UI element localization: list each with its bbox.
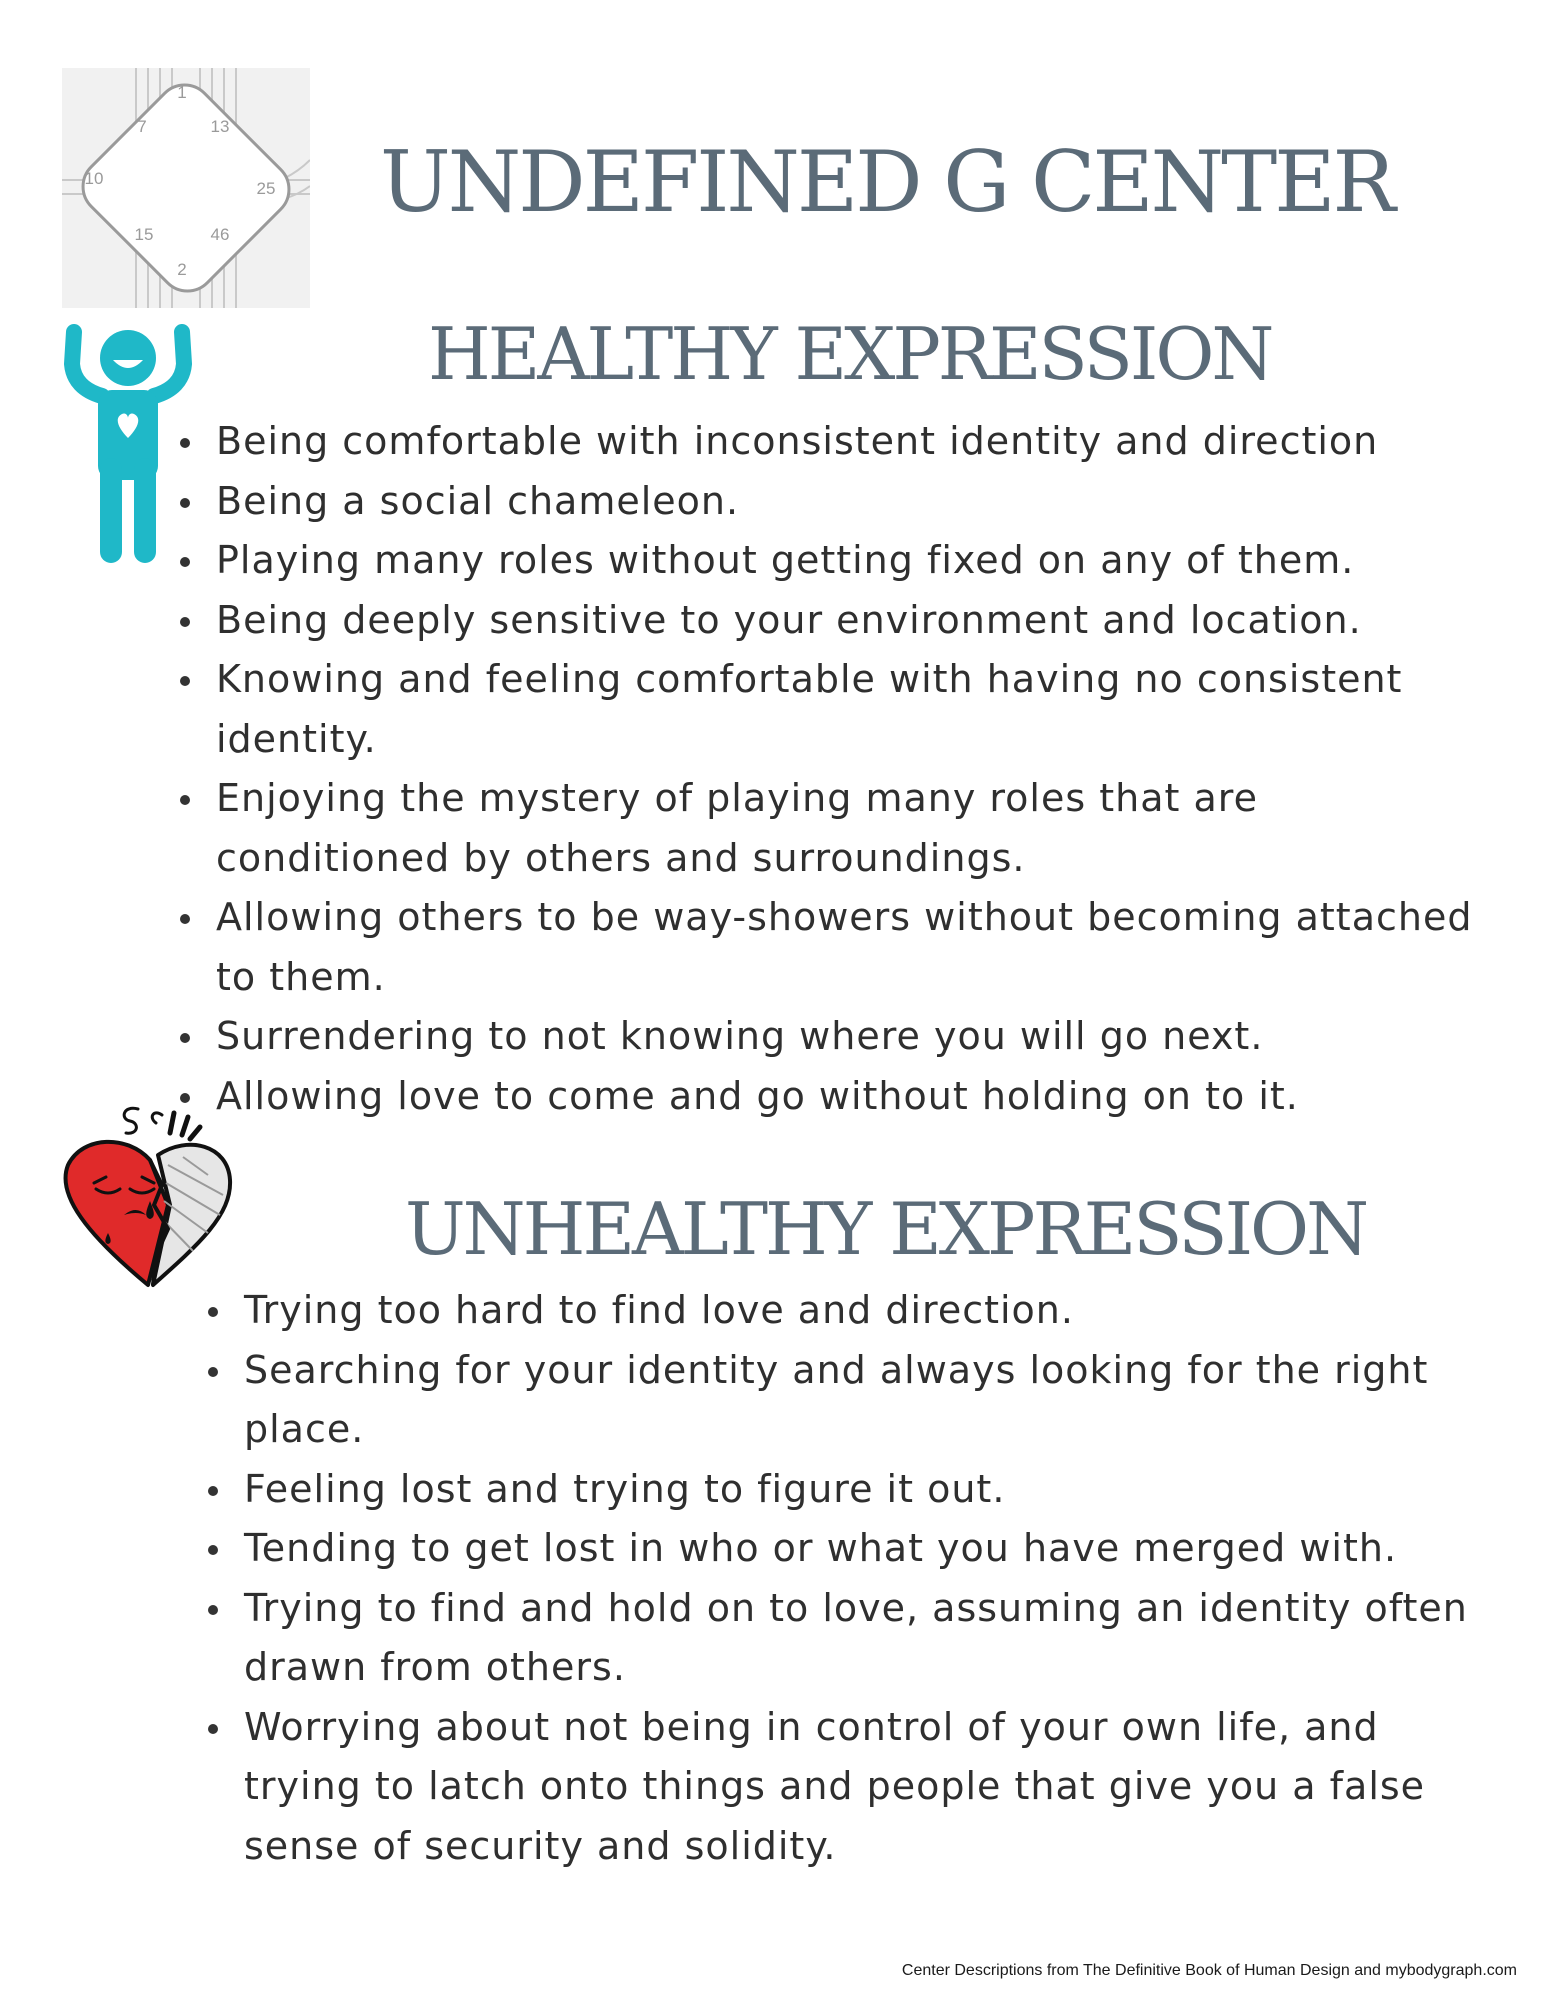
gate-number: 10 [84,169,104,188]
page-title: UNDEFINED G CENTER [380,133,1393,231]
list-item: Playing many roles without getting fixed on any of them. [180,531,1500,591]
list-item: Searching for your identity and always looking for the right place. [208,1341,1508,1460]
list-item: Tending to get lost in who or what you have merged with. [208,1519,1508,1579]
gate-number: 7 [137,117,147,136]
list-item: Being a social chameleon. [180,472,1500,532]
list-item: Knowing and feeling comfortable with having no consistent identity. [180,650,1500,769]
list-item: Allowing others to be way-showers without becoming attached to them. [180,888,1500,1007]
list-item: Trying to find and hold on to love, assuming an identity often drawn from others. [208,1579,1508,1698]
list-item: Worrying about not being in control of your own life, and trying to latch onto things and people that give you a false sense of security and solidity. [208,1698,1508,1877]
person-arms-up-icon [58,318,198,568]
gate-number: 46 [210,225,230,244]
gate-number: 2 [177,260,187,279]
gate-number: 13 [210,117,230,136]
list-item: Surrendering to not knowing where you will go next. [180,1007,1500,1067]
list-item: Being comfortable with inconsistent identity and direction [180,412,1500,472]
list-item: Enjoying the mystery of playing many roles that are conditioned by others and surroundings. [180,769,1500,888]
healthy-heading: HEALTHY EXPRESSION [428,312,1272,396]
gate-number: 25 [256,179,276,198]
list-item: Trying too hard to find love and direction. [208,1281,1508,1341]
g-center-diagram-icon [62,68,310,308]
healthy-list [180,412,1500,1126]
list-item: Allowing love to come and go without holding on to it. [180,1067,1500,1127]
gate-number: 15 [134,225,154,244]
unhealthy-list [208,1281,1508,1876]
unhealthy-heading: UNHEALTHY EXPRESSION [405,1187,1367,1271]
list-item: Being deeply sensitive to your environment and location. [180,591,1500,651]
gate-number: 1 [177,83,187,102]
source-credit: Center Descriptions from The Definitive Book of Human Design and mybodygraph.com [901,1962,1517,1979]
list-item: Feeling lost and trying to figure it out. [208,1460,1508,1520]
broken-bandaged-heart-icon [58,1105,238,1290]
